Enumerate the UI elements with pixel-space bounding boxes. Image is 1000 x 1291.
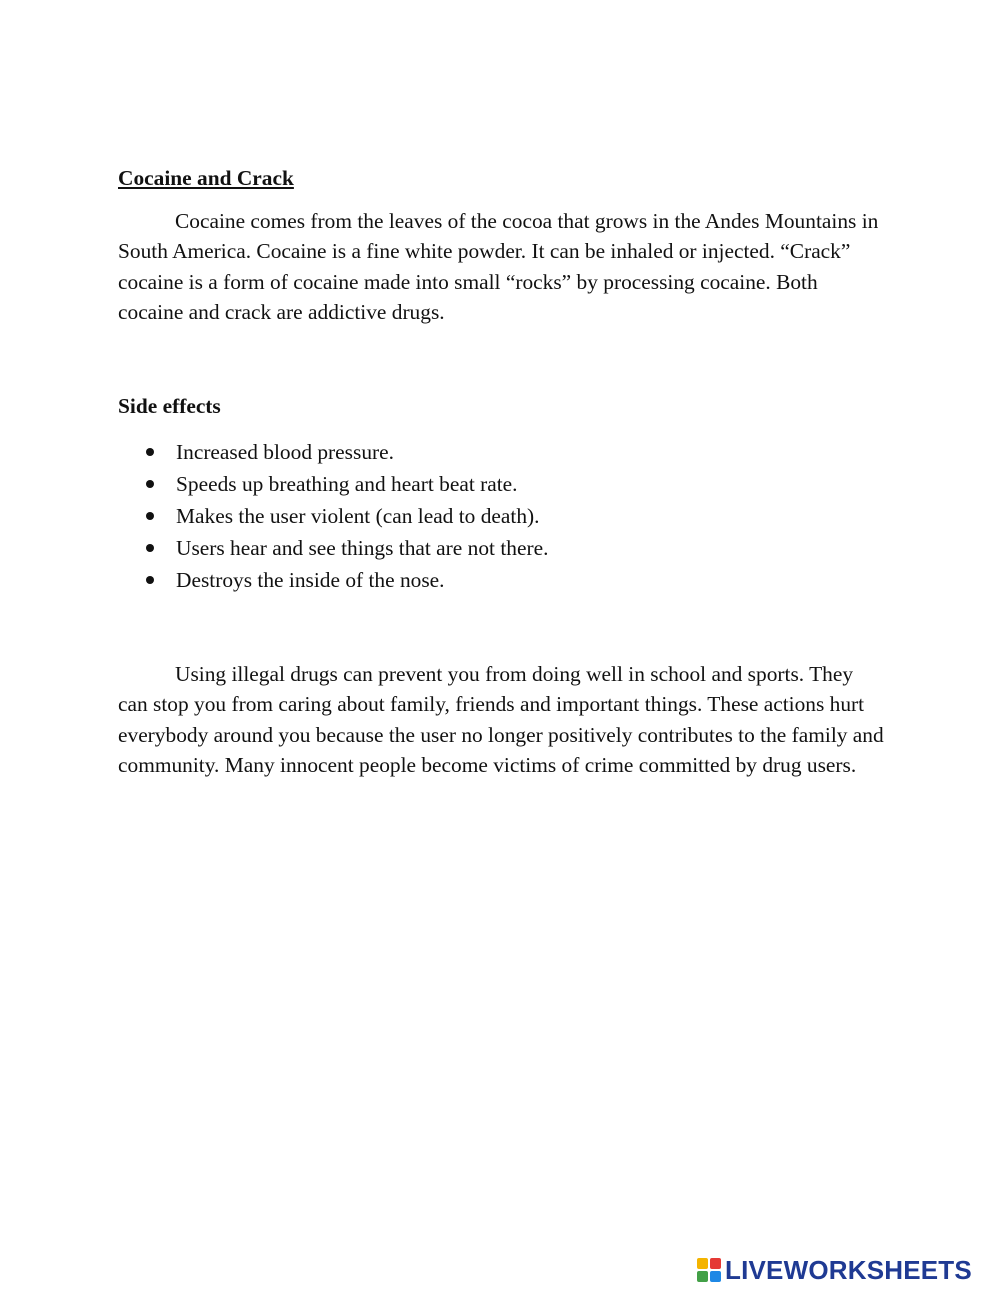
list-item: Speeds up breathing and heart beat rate. bbox=[118, 468, 888, 500]
logo-block bbox=[697, 1258, 708, 1269]
bullet-icon bbox=[146, 576, 154, 584]
bullet-icon bbox=[146, 480, 154, 488]
document-body bbox=[118, 163, 888, 781]
bullet-icon bbox=[146, 448, 154, 456]
page-title: Cocaine and Crack bbox=[118, 166, 294, 190]
logo-block bbox=[710, 1258, 721, 1269]
closing-paragraph: Using illegal drugs can prevent you from doing well in school and sports. They can stop you from caring about family, friends and important things. These actions hurt everybody around you because the user no longer positively contributes to the family and community. Many innocent people become victims of crime committed by drug users. bbox=[118, 661, 884, 778]
logo-text: LIVEWORKSHEETS bbox=[725, 1254, 972, 1285]
logo-blocks-icon bbox=[697, 1258, 721, 1282]
liveworksheets-logo[interactable] bbox=[697, 1256, 972, 1284]
intro-paragraph: Cocaine comes from the leaves of the cocoa that grows in the Andes Mountains in South America. Cocaine is a fine white powder. It can be inhaled or injected. “Crack” cocaine is a form of cocaine made into small “rocks” by processing cocaine. Both cocaine and crack are addictive drugs. bbox=[118, 208, 879, 325]
side-effects-list bbox=[118, 436, 888, 596]
list-item: Destroys the inside of the nose. bbox=[118, 564, 888, 596]
logo-block bbox=[697, 1271, 708, 1282]
bullet-icon bbox=[146, 512, 154, 520]
side-effects-heading: Side effects bbox=[118, 393, 221, 418]
list-item: Makes the user violent (can lead to death). bbox=[118, 500, 888, 532]
list-item: Increased blood pressure. bbox=[118, 436, 888, 468]
logo-block bbox=[710, 1271, 721, 1282]
list-item: Users hear and see things that are not there. bbox=[118, 532, 888, 564]
bullet-icon bbox=[146, 544, 154, 552]
